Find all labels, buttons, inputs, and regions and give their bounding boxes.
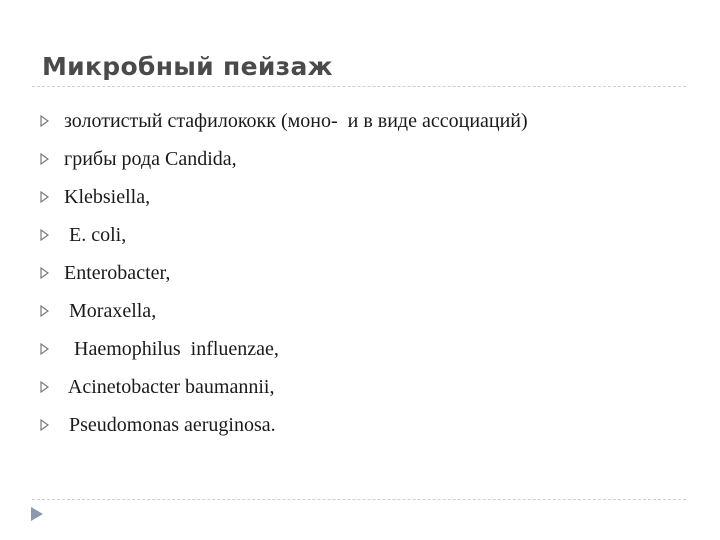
title-divider xyxy=(32,86,686,87)
list-item-text: Pseudomonas aeruginosa. xyxy=(64,413,276,436)
triangle-right-icon xyxy=(40,254,64,292)
list-item xyxy=(40,102,700,140)
triangle-right-icon xyxy=(40,102,64,140)
list-item-text: золотистый стафилококк (моно- и в виде ассоциаций) xyxy=(64,109,528,132)
list-item xyxy=(40,406,700,444)
list-item-text: E. coli, xyxy=(64,223,127,246)
triangle-right-icon xyxy=(40,292,64,330)
triangle-right-icon xyxy=(40,330,64,368)
list-item-text: Haemophilus influenzae, xyxy=(64,337,279,360)
list-item-text: грибы рода Candida, xyxy=(64,147,237,170)
list-item xyxy=(40,368,700,406)
list-item-text: Enterobacter, xyxy=(64,261,171,284)
triangle-right-icon xyxy=(40,216,64,254)
list-item xyxy=(40,140,700,178)
bullet-list xyxy=(40,102,700,444)
list-item xyxy=(40,178,700,216)
footer-divider xyxy=(32,499,686,500)
list-item xyxy=(40,254,700,292)
list-item-text: Klebsiella, xyxy=(64,185,151,208)
slide-title: Микробный пейзаж xyxy=(42,52,333,81)
triangle-right-icon xyxy=(40,140,64,178)
list-item-text: Acinetobacter baumannii, xyxy=(64,375,275,398)
triangle-right-icon xyxy=(30,506,46,522)
list-item xyxy=(40,216,700,254)
list-item-text: Moraxella, xyxy=(64,299,157,322)
list-item xyxy=(40,292,700,330)
triangle-right-icon xyxy=(40,178,64,216)
triangle-right-icon xyxy=(40,368,64,406)
list-item xyxy=(40,330,700,368)
triangle-right-icon xyxy=(40,406,64,444)
